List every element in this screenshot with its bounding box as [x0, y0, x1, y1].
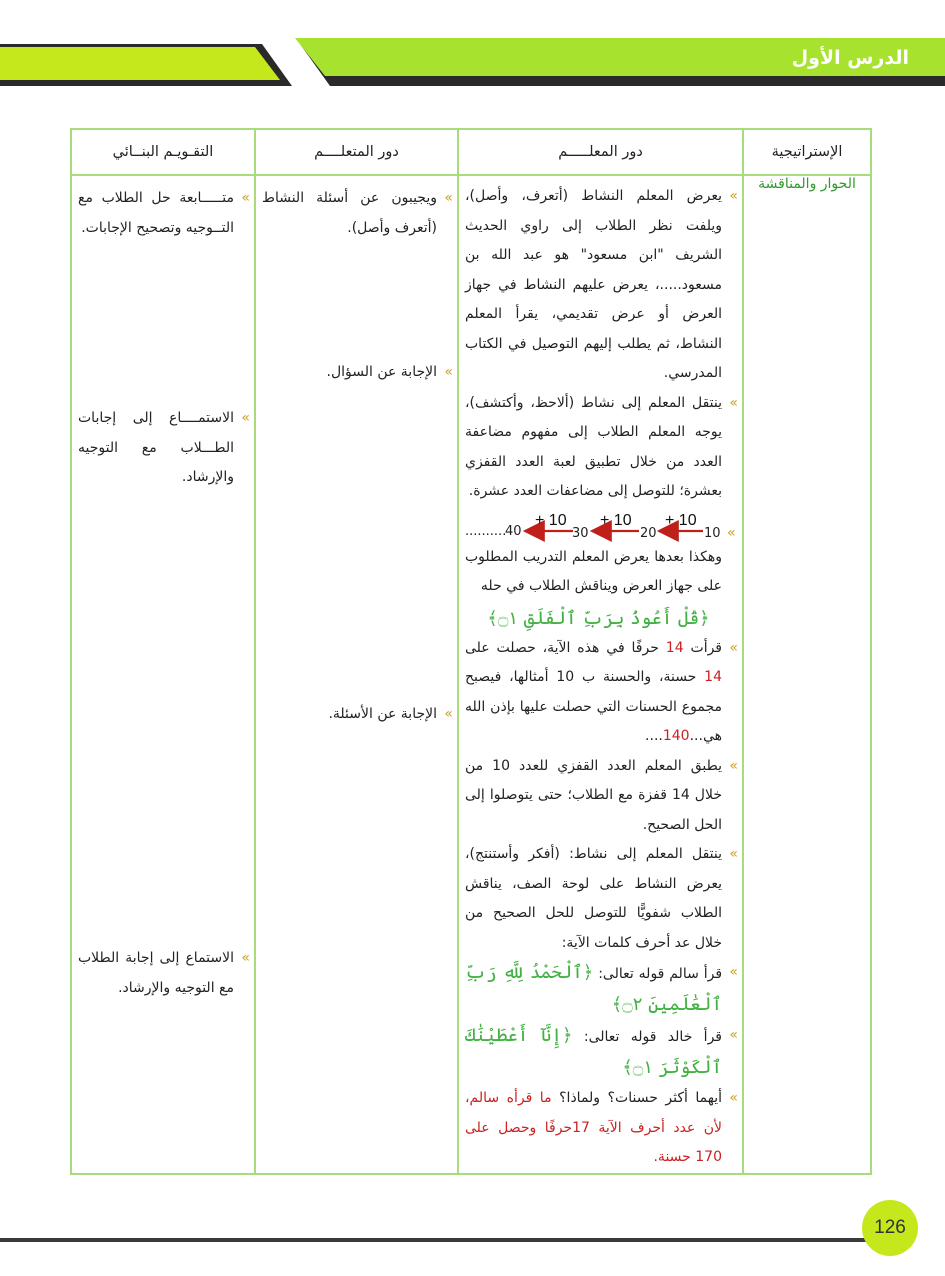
- bullet-icon: »: [729, 757, 738, 774]
- sequence-number-10: 10: [704, 525, 721, 541]
- bullet-icon: »: [444, 190, 453, 206]
- verse-falaq: ﴿قُلْ أَعُوذُ بِرَبِّ ٱلْفَلَقِ ۝١﴾: [487, 607, 710, 629]
- bullet-icon: »: [729, 394, 738, 411]
- teacher-item-salem: » قرأ سالم قوله تعالى: ﴿ٱلْحَمْدُ لِلَّهِ رَبِّ ٱلْعَٰلَمِينَ ۝٢﴾: [459, 958, 742, 1021]
- student-role-cell: [255, 175, 458, 1174]
- teacher-item-apply: » يطبق المعلم العدد القفزي للعدد 10 من خلال 14 قفزة مع الطلاب؛ حتى يتوصلوا إلى الحل الصحيح.: [459, 752, 742, 841]
- bullet-icon: »: [729, 846, 738, 862]
- bullet-icon: »: [729, 639, 738, 656]
- bullet-icon: »: [729, 1090, 738, 1106]
- assessment-item-listening: » الاستمــــاع إلى إجابات الطـــلاب مع التوجيه والإرشاد.: [72, 404, 254, 493]
- banner-left-green: [0, 47, 280, 80]
- teacher-item-read-verse: » قرأت 14 حرفًا في هذه الآية، حصلت على 14 حسنة، والحسنة ب 10 أمثالها، فيصبح مجموع الحسنات التي حصلت عليها بإذن الله هي...140....: [459, 634, 742, 752]
- bullet-icon: »: [729, 1027, 738, 1043]
- bullet-icon: »: [444, 706, 453, 722]
- teacher-role-cell: [458, 175, 743, 1174]
- table-header-row: [71, 129, 871, 175]
- student-item-answer-activity: » ويجيبون عن أسئلة النشاط (أتعرف وأصل).: [256, 184, 457, 243]
- assessment-cell: [71, 175, 255, 1174]
- student-item-answer-question: » الإجابة عن السؤال.: [256, 358, 457, 388]
- bullet-icon: »: [729, 188, 738, 204]
- header-teacher-role: دور المعلـــــم: [458, 129, 743, 175]
- sequence-number-40: 40: [505, 523, 522, 539]
- step-label-1: + 10: [665, 511, 697, 529]
- verse-kawthar: ﴿إِنَّآ أَعْطَيْنَٰكَ ٱلْكَوْثَرَ ۝١﴾: [465, 1025, 722, 1078]
- sequence-tail: ..........: [465, 523, 507, 539]
- table-row: [71, 175, 871, 1174]
- assessment-item-listening-answers: » الاستماع إلى إجابة الطلاب مع التوجيه والإرشاد.: [72, 944, 254, 1003]
- bullet-icon: »: [729, 964, 738, 980]
- lesson-title: الدرس الأول: [791, 47, 909, 69]
- step-label-3: + 10: [535, 511, 567, 529]
- bullet-icon: »: [241, 190, 250, 206]
- header-formative-assessment: التقـويـم البنــائي: [71, 129, 255, 175]
- header-strategy: الإستراتيجية: [743, 129, 871, 175]
- skip-counting-sequence: [459, 507, 742, 543]
- teacher-item-training: وهكذا بعدها يعرض المعلم التدريب المطلوب على جهاز العرض ويناقش الطلاب في حله: [465, 548, 722, 594]
- header-student-role: دور المتعلــــم: [255, 129, 458, 175]
- sequence-number-30: 30: [572, 525, 589, 541]
- bullet-icon: »: [444, 364, 453, 380]
- verse-hamd: ﴿ٱلْحَمْدُ لِلَّهِ رَبِّ ٱلْعَٰلَمِينَ ۝٢﴾: [465, 962, 722, 1015]
- bullet-icon: «: [727, 524, 736, 541]
- assessment-item-follow-up: » متـــــابعة حل الطلاب مع التــوجيه وتصحيح الإجابات.: [72, 184, 254, 243]
- bullet-icon: »: [241, 950, 250, 966]
- step-label-2: + 10: [600, 511, 632, 529]
- sequence-number-20: 20: [640, 525, 657, 541]
- teacher-item-think: » ينتقل المعلم إلى نشاط: (أفكر وأستنتج)، يعرض النشاط على لوحة الصف، يناقش الطلاب شفويًّا للتوصل للحل الصحيح من خلال عد أحرف كلمات الآية:: [459, 840, 742, 958]
- teacher-item-khaled: » قرأ خالد قوله تعالى: ﴿إِنَّآ أَعْطَيْنَٰكَ ٱلْكَوْثَرَ ۝١﴾: [459, 1021, 742, 1084]
- teacher-item-intro: » يعرض المعلم النشاط (أتعرف، وأصل)، ويلفت نظر الطلاب إلى راوي الحديث الشريف "ابن مسعود" هو عبد الله بن مسعود.....، يعرض عليهم النشاط في جهاز العرض أو عرض تقديمي، يقرأ المعلم النشاط، ثم يطلب إليهم التوصيل في الكتاب المدرسي.: [459, 182, 742, 389]
- strategy-cell: الحوار والمناقشة: [743, 175, 871, 1174]
- teacher-item-observe: » ينتقل المعلم إلى نشاط (ألاحظ، وأكتشف)، يوجه المعلم الطلاب إلى مفهوم مضاعفة العدد من خلال تطبيق لعبة العدد القفزي بعشرة؛ للتوصل إلى مضاعفات العدد عشرة.: [459, 389, 742, 507]
- bullet-icon: »: [241, 410, 250, 426]
- teacher-item-question: » أيهما أكثر حسنات؟ ولماذا؟ ما قرأه سالم، لأن عدد أحرف الآية 17حرفًا وحصل على 170 حسنة.: [459, 1084, 742, 1173]
- page-number: 126: [862, 1200, 918, 1256]
- student-item-answer-questions: » الإجابة عن الأسئلة.: [256, 700, 457, 730]
- footer-line: [0, 1238, 870, 1242]
- lesson-plan-table: [70, 128, 872, 1175]
- answer-text: ما قرأه سالم، لأن عدد أحرف الآية 17حرفًا وحصل على 170 حسنة.: [465, 1090, 722, 1165]
